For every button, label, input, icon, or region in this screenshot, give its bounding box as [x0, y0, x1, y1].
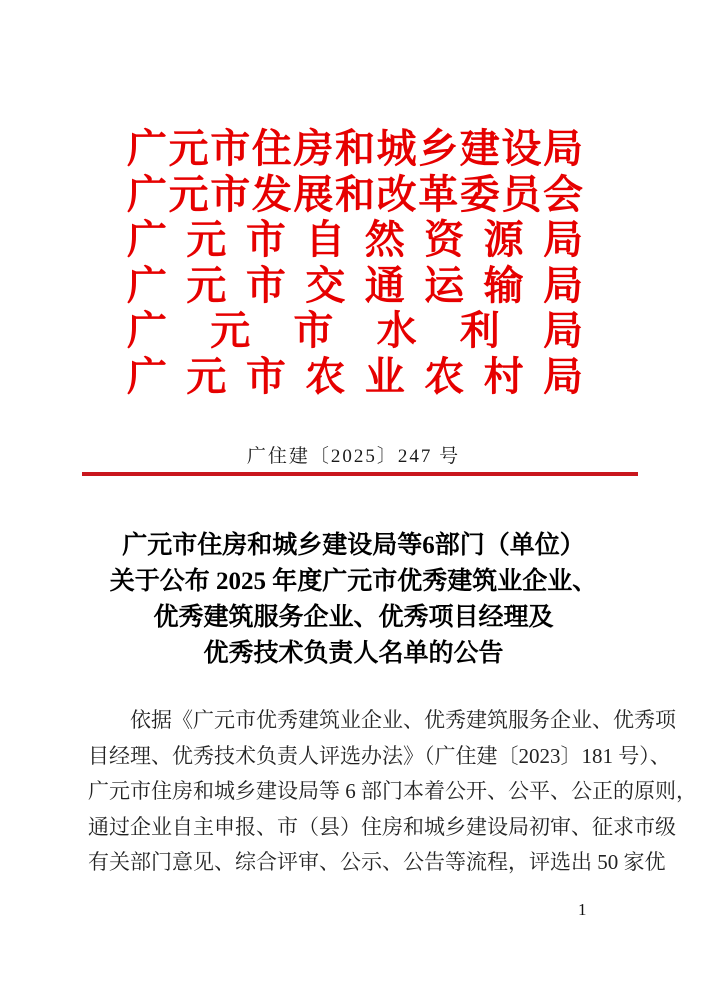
body-paragraph-line-1: 依据《广元市优秀建筑业企业、优秀建筑服务企业、优秀项	[130, 708, 676, 732]
body-paragraph-line-2: 目经理、优秀技术负责人评选办法》（广住建〔2023〕181 号）、	[88, 743, 671, 768]
page-number: 1	[578, 900, 587, 919]
body-paragraph-line-4: 通过企业自主申报、市（县）住房和城乡建设局初审、征求市级	[88, 814, 676, 839]
agency-line-water: 广元市水利局	[127, 308, 583, 353]
agency-line-housing-bureau: 广元市住房和城乡建设局	[127, 126, 583, 171]
body-paragraph-line-5: 有关部门意见、综合评审、公示、公告等流程，评选出 50 家优	[88, 850, 666, 874]
notice-title	[40, 528, 667, 672]
agency-line-transport: 广元市交通运输局	[127, 262, 583, 308]
notice-title-line-2: 关于公布 2025 年度广元市优秀建筑业企业、	[109, 568, 598, 595]
document-reference-number: 广住建〔2025〕247 号	[246, 446, 461, 467]
agency-line-agriculture: 广元市农业农村局	[127, 353, 583, 399]
notice-title-line-3: 优秀建筑服务企业、优秀项目经理及	[153, 604, 554, 631]
red-header-agency-block	[127, 126, 583, 399]
notice-title-line-1: 广元市住房和城乡建设局等6部门（单位）	[122, 532, 585, 559]
body-paragraph-line-3: 广元市住房和城乡建设局等 6 部门本着公开、公平、公正的原则，	[88, 779, 697, 803]
agency-line-development-reform: 广元市发展和改革委员会	[127, 171, 583, 217]
agency-line-natural-resources: 广元市自然资源局	[127, 217, 583, 262]
body-paragraph	[88, 703, 697, 881]
notice-title-line-4: 优秀技术负责人名单的公告	[203, 640, 504, 667]
red-divider-rule	[82, 472, 638, 476]
